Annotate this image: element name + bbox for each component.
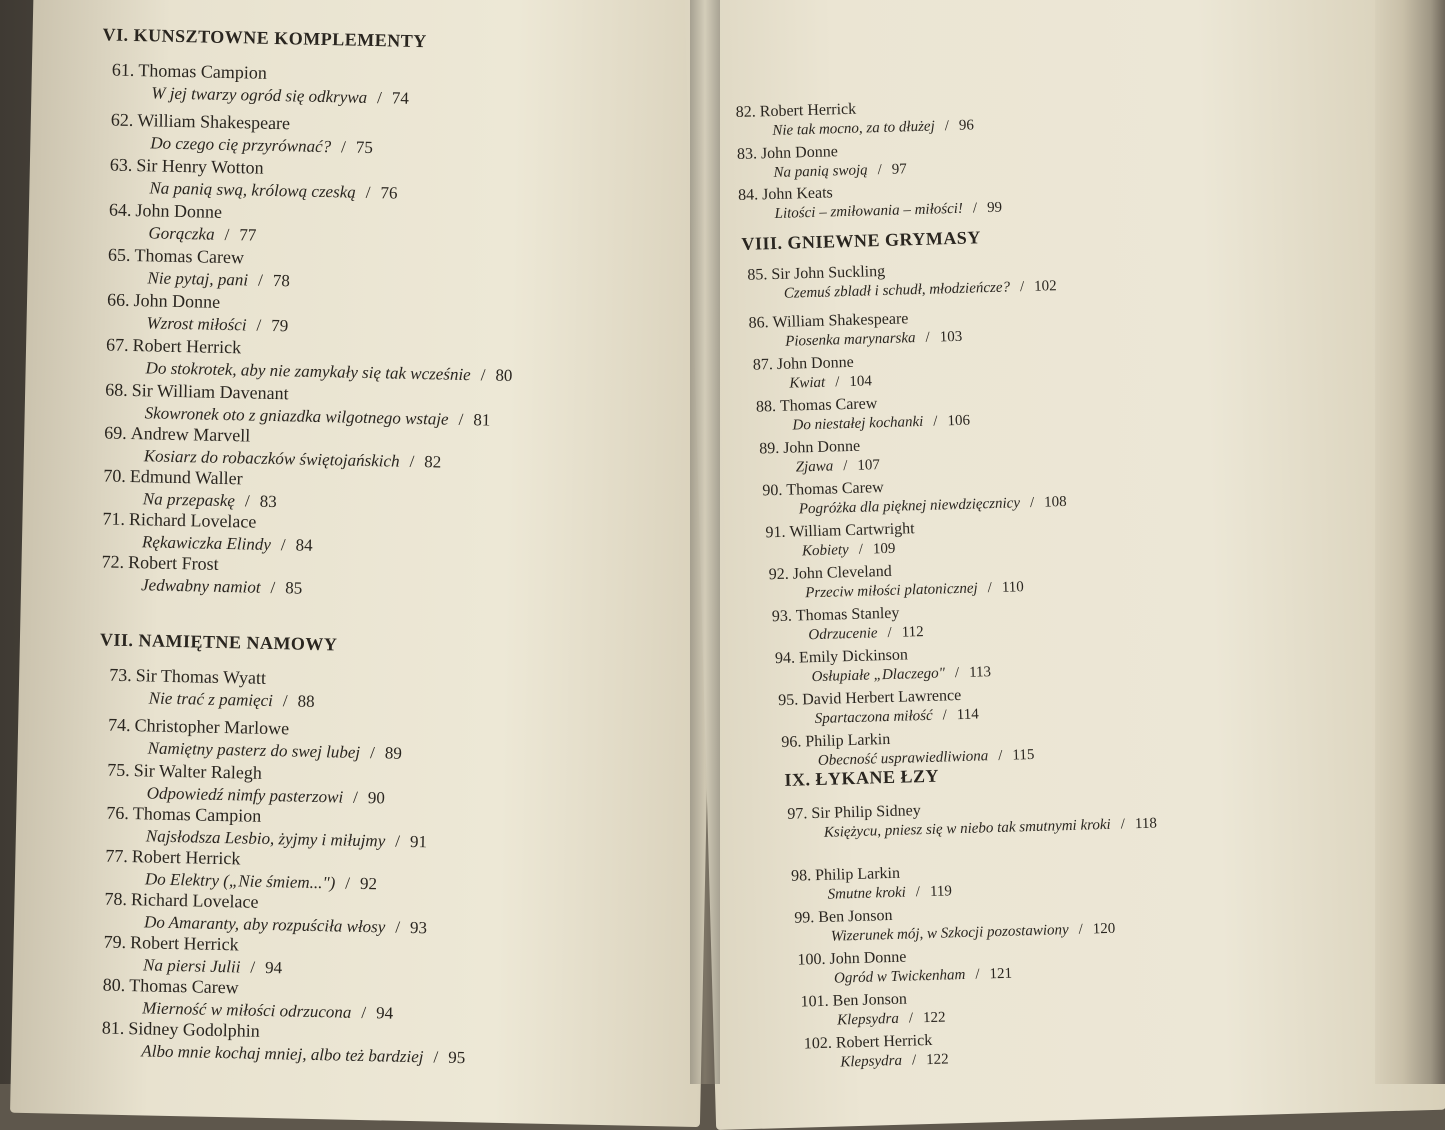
entry-author: Thomas Campion (132, 803, 262, 826)
entry-title: W jej twarzy ogród się odkrywa (151, 83, 368, 107)
entry-separator: / (395, 917, 401, 937)
entry-number: 89. (758, 439, 780, 458)
entry-title: Wzrost miłości (146, 313, 247, 335)
entry-title: Odpowiedź nimfy pasterzowi (146, 783, 344, 807)
entry-separator: / (340, 137, 347, 157)
entry-number: 64. (108, 199, 132, 220)
entry-number: 93. (771, 607, 793, 626)
entry-separator: / (877, 161, 883, 179)
entry-separator: / (954, 665, 960, 682)
entry-separator: / (244, 491, 250, 511)
entry-number: 82. (735, 103, 757, 122)
entry-page-number: 106 (947, 412, 971, 430)
entry-author: Richard Lovelace (130, 889, 259, 912)
entry-number: 66. (106, 289, 130, 310)
entry-title: Gorączka (148, 223, 215, 244)
entry-number: 88. (755, 398, 777, 416)
entry-separator: / (975, 966, 980, 983)
entry-author: Sidney Godolphin (128, 1018, 261, 1041)
entry-title: Nie trać z pamięci (148, 688, 274, 711)
toc-entry (101, 1018, 466, 1069)
entry-author: Edmund Waller (129, 466, 243, 489)
entry-title: Do czego cię przyrównać? (150, 133, 332, 157)
entry-number: 61. (111, 59, 135, 81)
section-heading: VI. KUNSZTOWNE KOMPLEMENTY (102, 24, 427, 52)
page-edges (1375, 0, 1445, 1084)
entry-separator: / (887, 624, 892, 641)
toc-entry (103, 465, 278, 512)
entry-page-number: 80 (495, 365, 513, 386)
toc-entry (105, 334, 513, 386)
entry-separator: / (256, 315, 262, 335)
entry-number: 76. (106, 802, 130, 824)
entry-number: 69. (104, 422, 128, 443)
toc-entry (765, 520, 915, 561)
toc-entry (105, 846, 378, 895)
toc-entry (108, 200, 257, 246)
entry-author: Thomas Campion (138, 60, 268, 83)
entry-author: Christopher Marlowe (134, 715, 290, 739)
entry-title: Jedwabny namiot (140, 575, 261, 597)
entry-author: Thomas Carew (786, 479, 884, 499)
entry-number: 84. (737, 186, 759, 204)
entry-title: Albo mnie kochaj mniej, albo też bardziej (141, 1041, 424, 1067)
entry-page-number: 112 (901, 623, 924, 641)
entry-author: William Cartwright (789, 520, 915, 541)
entry-author: Robert Herrick (759, 100, 857, 121)
entry-number: 63. (109, 154, 133, 176)
toc-entry (102, 975, 394, 1024)
entry-number: 94. (774, 649, 796, 668)
entry-author: Sir Philip Sidney (811, 802, 921, 823)
toc-entry (775, 644, 991, 687)
entry-title: Do Elektry („Nie śmiem...") (144, 869, 336, 893)
toc-entry (736, 97, 975, 141)
entry-title: Spartaczona miłość (814, 707, 933, 728)
entry-page-number: 107 (857, 457, 881, 474)
entry-page-number: 88 (297, 691, 315, 711)
entry-separator: / (835, 374, 840, 391)
entry-separator: / (911, 1052, 917, 1069)
entry-number: 83. (736, 145, 758, 164)
toc-entry (800, 990, 945, 1031)
entry-title: Namiętny pasterz do swej lubej (147, 738, 361, 762)
entry-separator: / (250, 957, 256, 977)
entry-page-number: 76 (380, 183, 398, 203)
entry-page-number: 84 (295, 535, 313, 555)
entry-page-number: 118 (1134, 815, 1158, 833)
entry-separator: / (270, 577, 276, 598)
entry-separator: / (409, 451, 415, 471)
entry-separator: / (915, 884, 921, 901)
entry-number: 97. (787, 805, 808, 823)
entry-title: Wizerunek mój, w Szkocji pozostawiony (830, 922, 1069, 945)
entry-separator: / (933, 413, 938, 430)
entry-number: 77. (105, 845, 129, 867)
entry-separator: / (858, 541, 864, 558)
entry-page-number: 97 (891, 161, 908, 178)
entry-number: 74. (107, 714, 131, 736)
toc-entry (103, 932, 283, 979)
toc-entry (111, 60, 409, 109)
entry-title: Do stokrotek, aby nie zamykały się tak wcześnie (145, 358, 471, 385)
entry-number: 78. (104, 888, 128, 910)
entry-title: Pogróżka dla pięknej niewdzięcznicy (798, 495, 1021, 518)
toc-entry (101, 551, 303, 598)
toc-entry (778, 686, 979, 729)
entry-page-number: 103 (939, 328, 963, 346)
entry-title: Do niestałej kochanki (792, 413, 924, 434)
entry-author: Robert Herrick (131, 846, 241, 869)
entry-author: Ben Jonson (818, 906, 893, 927)
entry-separator: / (361, 1002, 367, 1023)
entry-page-number: 120 (1092, 920, 1116, 938)
entry-page-number: 95 (448, 1047, 466, 1068)
entry-page-number: 92 (359, 873, 378, 894)
entry-author: John Donne (829, 948, 907, 968)
entry-author: Robert Herrick (129, 932, 239, 955)
entry-number: 71. (102, 508, 126, 529)
toc-entry (756, 393, 970, 436)
toc-entry (762, 474, 1067, 519)
entry-page-number: 104 (849, 373, 873, 390)
toc-entry (753, 353, 873, 393)
entry-page-number: 93 (409, 917, 428, 938)
entry-number: 75. (107, 759, 130, 781)
entry-separator: / (352, 787, 359, 807)
entry-separator: / (1120, 816, 1126, 833)
entry-author: Philip Larkin (805, 730, 891, 751)
entry-number: 99. (794, 909, 815, 927)
entry-title: Czemuś zbladł i schudł, młodzieńcze? (783, 279, 1011, 302)
entry-author: Robert Frost (127, 552, 219, 574)
entry-page-number: 121 (989, 965, 1013, 983)
entry-separator: / (257, 270, 264, 290)
toc-entry (102, 508, 313, 555)
entry-number: 68. (104, 379, 128, 400)
entry-author: Philip Larkin (814, 864, 901, 885)
entry-author: Ben Jonson (832, 990, 908, 1010)
entry-separator: / (376, 88, 383, 108)
entry-separator: / (280, 535, 286, 555)
section-heading: IX. ŁYKANE ŁZY (784, 765, 940, 790)
entry-page-number: 89 (384, 743, 403, 763)
entry-number: 65. (107, 244, 131, 265)
toc-entry (791, 863, 952, 904)
book-gutter (690, 0, 720, 1084)
entry-title: Litości – zmiłowania – miłości! (774, 200, 964, 222)
entry-title: Najsłodsza Lesbio, żyjmy i miłujmy (145, 826, 386, 851)
entry-separator: / (1078, 921, 1084, 938)
entry-title: Na piersi Julii (142, 955, 241, 977)
entry-title: Przeciw miłości platonicznej (805, 580, 978, 602)
entry-number: 85. (747, 266, 768, 284)
entry-title: Nie tak mocno, za to dłużej (772, 118, 935, 140)
entry-title: Obecność usprawiedliwiona (817, 748, 989, 769)
entry-author: Thomas Carew (779, 395, 878, 415)
entry-page-number: 122 (925, 1051, 949, 1069)
entry-number: 95. (777, 691, 799, 710)
entry-page-number: 91 (409, 831, 428, 852)
entry-title: Odrzucenie (808, 625, 878, 644)
entry-number: 98. (790, 867, 812, 885)
entry-author: John Donne (133, 290, 221, 312)
entry-title: Osłupiałe „Dlaczego" (811, 665, 946, 686)
entry-separator: / (843, 458, 848, 475)
toc-entry (106, 803, 428, 853)
entry-number: 102. (803, 1034, 833, 1053)
entry-page-number: 81 (473, 410, 491, 430)
entry-title: Ogród w Twickenham (833, 966, 966, 987)
entry-page-number: 109 (872, 540, 896, 558)
entry-number: 67. (105, 334, 129, 355)
entry-page-number: 99 (986, 199, 1003, 217)
toc-entry (104, 889, 428, 939)
entry-number: 87. (752, 356, 774, 374)
entry-page-number: 113 (968, 664, 992, 681)
entry-page-number: 82 (424, 452, 442, 472)
right-page (684, 0, 1445, 1130)
entry-title: Kobiety (801, 542, 849, 560)
entry-number: 91. (765, 523, 786, 542)
section-heading: VIII. GNIEWNE GRYMASY (741, 227, 982, 254)
entry-page-number: 74 (391, 88, 410, 108)
entry-separator: / (458, 409, 464, 429)
entry-separator: / (395, 831, 401, 851)
entry-author: William Shakespeare (137, 110, 291, 134)
entry-title: Kosiarz do robaczków świętojańskich (143, 446, 400, 471)
section-heading: VII. NAMIĘTNE NAMOWY (99, 629, 338, 655)
entry-separator: / (972, 200, 978, 217)
toc-entry (787, 796, 1157, 843)
toc-entry (768, 559, 1024, 603)
entry-author: John Cleveland (792, 562, 892, 583)
left-page (10, 0, 724, 1127)
entry-author: Sir Thomas Wyatt (135, 665, 267, 688)
entry-number: 70. (103, 465, 127, 486)
entry-number: 92. (768, 565, 789, 584)
toc-entry (772, 604, 924, 645)
entry-number: 101. (800, 992, 829, 1011)
entry-title: Piosenka marynarska (784, 330, 916, 350)
entry-title: Smutne kroki (827, 884, 907, 903)
entry-number: 79. (103, 931, 127, 953)
toc-entry (781, 727, 1034, 771)
entry-separator: / (345, 873, 351, 893)
entry-number: 72. (101, 551, 125, 572)
toc-entry (104, 422, 442, 472)
entry-page-number: 79 (271, 315, 289, 336)
entry-author: William Shakespeare (772, 310, 909, 332)
entry-number: 73. (109, 664, 132, 686)
entry-author: Sir John Suckling (771, 262, 886, 284)
toc-entry (738, 180, 1002, 224)
entry-page-number: 122 (922, 1009, 946, 1027)
entry-author: John Donne (782, 437, 861, 457)
entry-separator: / (998, 747, 1003, 764)
entry-page-number: 85 (285, 578, 303, 598)
entry-author: Emily Dickinson (798, 646, 909, 667)
entry-title: Mierność w miłości odrzucona (142, 998, 352, 1022)
entry-page-number: 102 (1033, 278, 1057, 295)
entry-separator: / (433, 1047, 439, 1067)
entry-page-number: 96 (958, 117, 975, 134)
entry-page-number: 94 (264, 957, 283, 978)
entry-separator: / (944, 118, 950, 135)
toc-entry (107, 760, 386, 809)
entry-title: Nie pytaj, pani (147, 268, 249, 290)
entry-page-number: 83 (259, 491, 277, 512)
entry-separator: / (1019, 279, 1025, 296)
toc-entry (106, 290, 289, 337)
entry-number: 100. (797, 950, 826, 969)
entry-title: Skowronek oto z gniazdka wilgotnego wstaje (144, 403, 449, 429)
entry-author: David Herbert Lawrence (801, 686, 962, 709)
entry-author: Richard Lovelace (128, 509, 257, 532)
entry-number: 62. (110, 109, 134, 131)
entry-author: Robert Herrick (132, 335, 242, 358)
entry-author: Thomas Carew (134, 245, 245, 268)
entry-separator: / (282, 691, 288, 711)
entry-separator: / (480, 365, 486, 385)
entry-separator: / (908, 1010, 914, 1027)
toc-entry (737, 141, 907, 183)
entry-title: Zjawa (795, 458, 834, 476)
entry-title: Księżycu, pniesz się w niebo tak smutnymi kroki (823, 816, 1111, 841)
entry-page-number: 77 (239, 225, 257, 245)
entry-number: 80. (102, 974, 126, 996)
entry-title: Na panią swą, królową czeską (149, 178, 356, 202)
entry-author: John Donne (776, 353, 854, 373)
entry-separator: / (365, 182, 371, 202)
entry-number: 86. (748, 314, 769, 332)
entry-page-number: 119 (929, 883, 953, 900)
entry-title: Na przepaskę (142, 489, 236, 511)
entry-author: John Donne (760, 143, 839, 163)
entry-page-number: 110 (1001, 579, 1024, 596)
entry-author: Thomas Stanley (795, 604, 900, 625)
entry-author: Robert Herrick (835, 1031, 933, 1052)
entry-author: Sir Henry Wotton (136, 155, 264, 178)
entry-number: 90. (762, 481, 783, 500)
toc-entry (109, 665, 316, 712)
entry-page-number: 94 (375, 1003, 394, 1023)
entry-separator: / (942, 707, 948, 724)
toc-entry (107, 715, 402, 764)
entry-page-number: 114 (956, 706, 979, 724)
toc-entry (797, 946, 1012, 989)
toc-entry (794, 901, 1115, 947)
toc-entry (110, 110, 373, 158)
entry-separator: / (224, 224, 230, 245)
entry-page-number: 78 (272, 270, 291, 291)
entry-author: Thomas Carew (129, 975, 239, 998)
toc-entry (747, 258, 1057, 304)
toc-entry (759, 437, 880, 477)
entry-page-number: 108 (1043, 493, 1067, 511)
toc-entry (748, 309, 962, 352)
entry-title: Rękawiczka Elindy (141, 532, 272, 554)
entry-separator: / (987, 580, 993, 597)
entry-author: Sir William Davenant (131, 380, 289, 404)
entry-title: Klepsydra (840, 1052, 903, 1071)
toc-entry (107, 245, 290, 292)
entry-number: 96. (781, 733, 802, 751)
entry-separator: / (925, 329, 930, 346)
entry-author: John Keats (761, 184, 833, 204)
entry-author: John Donne (135, 200, 223, 222)
entry-title: Kwiat (789, 374, 826, 392)
entry-separator: / (1029, 494, 1035, 511)
toc-entry (109, 155, 398, 204)
entry-separator: / (369, 743, 376, 763)
entry-page-number: 90 (367, 788, 386, 808)
entry-page-number: 115 (1012, 746, 1035, 764)
entry-author: Sir Walter Ralegh (133, 760, 263, 783)
entry-title: Na panią swoją (773, 162, 868, 181)
entry-title: Klepsydra (836, 1010, 900, 1029)
entry-number: 81. (101, 1017, 125, 1039)
entry-author: Andrew Marvell (130, 423, 251, 446)
entry-title: Do Amaranty, aby rozpuściła włosy (143, 912, 386, 937)
entry-page-number: 75 (355, 137, 374, 158)
toc-entry (804, 1031, 949, 1072)
